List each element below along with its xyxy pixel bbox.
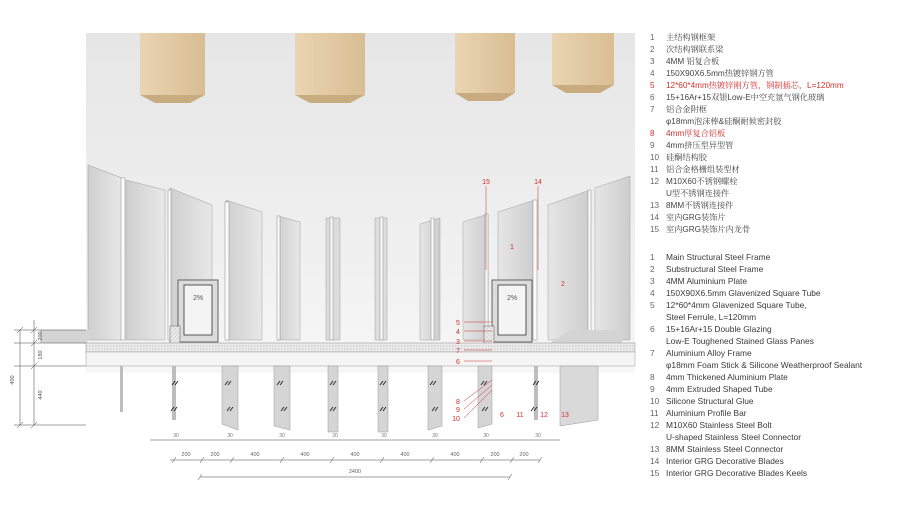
callout-3: 3 bbox=[456, 339, 460, 346]
dim-small-6: 30 bbox=[432, 433, 438, 439]
dim-left-1: 200 bbox=[38, 331, 44, 341]
grg-blades-lower bbox=[120, 366, 598, 432]
dim-small-2: 30 bbox=[227, 433, 233, 439]
callout-1: 1 bbox=[510, 244, 514, 251]
callout-11: 11 bbox=[516, 412, 524, 419]
dim-small-1: 30 bbox=[173, 433, 179, 439]
dim-bottom-7: 400 bbox=[450, 452, 460, 458]
legend-chinese: 1 主结构钢框架 2 次结构钢联系梁 3 4MM 铝复合板 4 150X90X6.5mm热镀锌钢方管 5 12*60*4mm热镀锌刚方管，钢制插芯，L=120mm 6 15+16Ar+15双银Low-E中空充氩气钢化玻璃 7 铝合金附框 φ18mm泡沫棒&硅酮耐候密封胶 8 4mm厚复合铝板 9 4mm挤压型异型管 10 硅酮结构胶 11 铝合金格栅组装型材 12 M10X60不锈钢螺栓 U型不锈钢连接件 13 8MM不锈钢连接件 14 室内GRG装饰片 15 室内GRG装饰片内龙骨 bbox=[650, 33, 844, 234]
dim-bottom-6: 400 bbox=[400, 452, 410, 458]
callout-4: 4 bbox=[456, 329, 460, 336]
callout-15: 15 bbox=[482, 179, 490, 186]
dim-bottom-2: 200 bbox=[210, 452, 220, 458]
callout-8: 8 bbox=[456, 399, 460, 406]
callout-6-lower: 6 bbox=[500, 412, 504, 419]
dim-total: 2400 bbox=[348, 469, 362, 475]
dim-left-2: 180 bbox=[38, 350, 44, 360]
dim-small-4: 30 bbox=[332, 433, 338, 439]
callout-9: 9 bbox=[456, 407, 460, 414]
column-label-left: 2% bbox=[192, 295, 204, 302]
legend-english: 1 Main Structural Steel Frame 2 Substructural Steel Frame 3 4MM Aluminium Plate 4 150X90X6.5mm Glavenized Square Tube 5 12*60*4mm Glavenized Square Tube, Steel Ferrule, L=120mm 6 15+16Ar+15 Double Glazing Low-E Toughened Stained Glass Panes 7 Aluminium Alloy Frame φ18mm Foam Stick & Silicone Weatherproof Sealant 8 4mm Thickened Aluminium Plate 9 4mm Extruded Shaped Tube 10 Silicone Structural Glue 11 Aluminium Profile Bar 12 M10X60 Stainless Steel Bolt U-shaped Stainless Steel Connector 13 8MM Stainless Steel Connector 14 Interior GRG Decorative Blades 15 Interior GRG Decorative Blades Keels bbox=[650, 252, 863, 478]
column-label-right: 2% bbox=[506, 295, 518, 302]
dim-left-3: 440 bbox=[38, 390, 44, 400]
callout-6-upper: 6 bbox=[456, 359, 460, 366]
dim-small-8: 30 bbox=[535, 433, 541, 439]
callout-13: 13 bbox=[561, 412, 569, 419]
dim-small-7: 30 bbox=[483, 433, 489, 439]
dim-small-5: 30 bbox=[381, 433, 387, 439]
dim-bottom-8: 200 bbox=[490, 452, 500, 458]
dim-small-3: 30 bbox=[279, 433, 285, 439]
callout-14: 14 bbox=[534, 179, 542, 186]
dim-bottom-9: 200 bbox=[519, 452, 529, 458]
dim-bottom-3: 400 bbox=[250, 452, 260, 458]
callout-10: 10 bbox=[452, 416, 460, 423]
callout-12: 12 bbox=[540, 412, 548, 419]
dim-bottom-labels bbox=[181, 452, 528, 475]
dim-left-4: 400 bbox=[10, 375, 16, 385]
callout-2: 2 bbox=[561, 281, 565, 288]
callout-5: 5 bbox=[456, 320, 460, 327]
dim-bottom-4: 400 bbox=[300, 452, 310, 458]
callout-7: 7 bbox=[456, 348, 460, 355]
dim-bottom-1: 200 bbox=[181, 452, 191, 458]
dim-bottom-5: 400 bbox=[350, 452, 360, 458]
dim-small-labels bbox=[173, 433, 541, 439]
